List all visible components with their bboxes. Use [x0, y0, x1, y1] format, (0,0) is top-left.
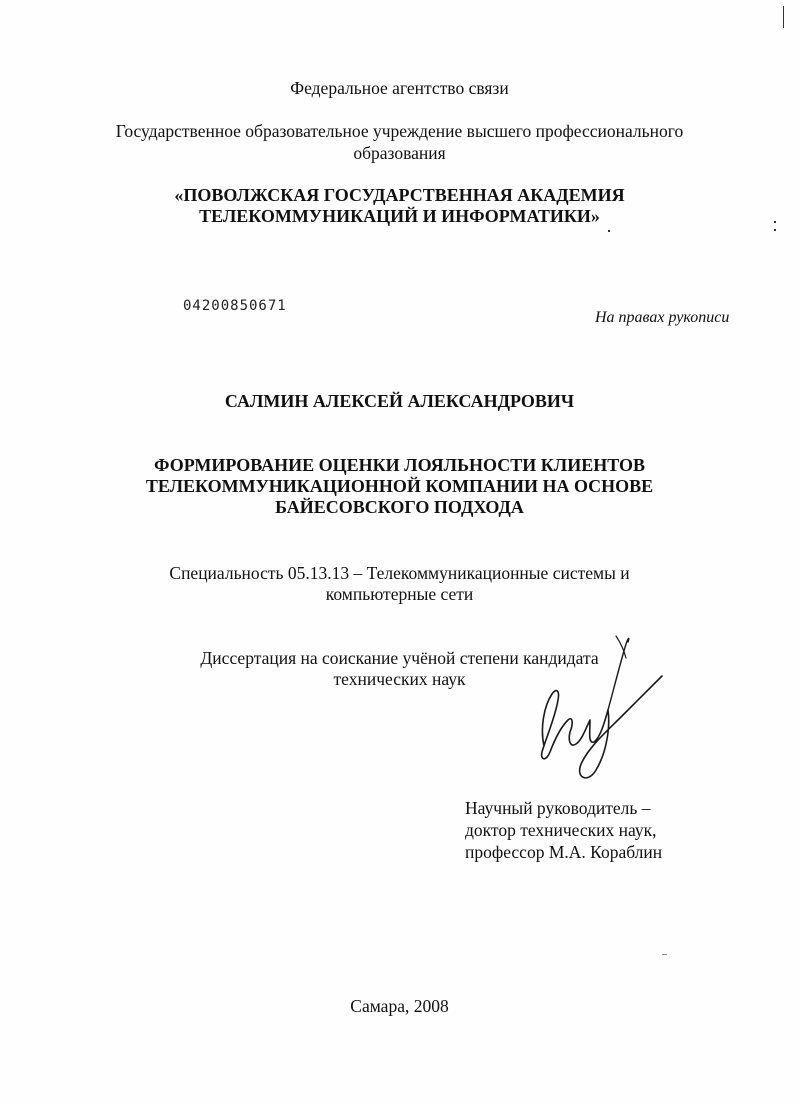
scan-speck: [662, 954, 667, 955]
supervisor-line-3: профессор М.А. Кораблин: [465, 842, 663, 862]
title-line-1: ФОРМИРОВАНИЕ ОЦЕНКИ ЛОЯЛЬНОСТИ КЛИЕНТОВ: [154, 455, 645, 475]
registration-number: 04200850671: [183, 298, 287, 314]
academy-line-2: ТЕЛЕКОММУНИКАЦИЙ И ИНФОРМАТИКИ»: [199, 206, 600, 226]
author-name: САЛМИН АЛЕКСЕЙ АЛЕКСАНДРОВИЧ: [224, 391, 575, 411]
academy-line-1: «ПОВОЛЖСКАЯ ГОСУДАРСТВЕННАЯ АКАДЕМИЯ: [174, 185, 625, 205]
manuscript-rights: На правах рукописи: [595, 309, 730, 326]
title-line-2: ТЕЛЕКОММУНИКАЦИОННОЙ КОМПАНИИ НА ОСНОВЕ: [145, 476, 654, 496]
scan-edge-mark: [783, 6, 784, 28]
city-year: Самара, 2008: [350, 996, 449, 1016]
specialty-line-2: компьютерные сети: [325, 584, 474, 604]
specialty-line-1: Специальность 05.13.13 – Телекоммуникационные системы и: [169, 563, 630, 583]
scan-speck: [608, 230, 610, 232]
institution-line-1: Государственное образовательное учреждение высшего профессионального: [115, 121, 684, 141]
supervisor-line-1: Научный руководитель –: [465, 798, 651, 818]
handwritten-signature: [530, 628, 670, 788]
title-line-3: БАЙЕСОВСКОГО ПОДХОДА: [275, 497, 524, 517]
dissertation-line-2: технических наук: [333, 669, 466, 689]
dissertation-line-1: Диссертация на соискание учёной степени кандидата: [200, 648, 599, 668]
supervisor-line-2: доктор технических наук,: [465, 820, 657, 840]
institution-line-2: образования: [353, 143, 446, 163]
scan-speck: [774, 229, 776, 231]
agency-name: Федеральное агентство связи: [290, 78, 509, 98]
scan-speck: [774, 221, 776, 223]
